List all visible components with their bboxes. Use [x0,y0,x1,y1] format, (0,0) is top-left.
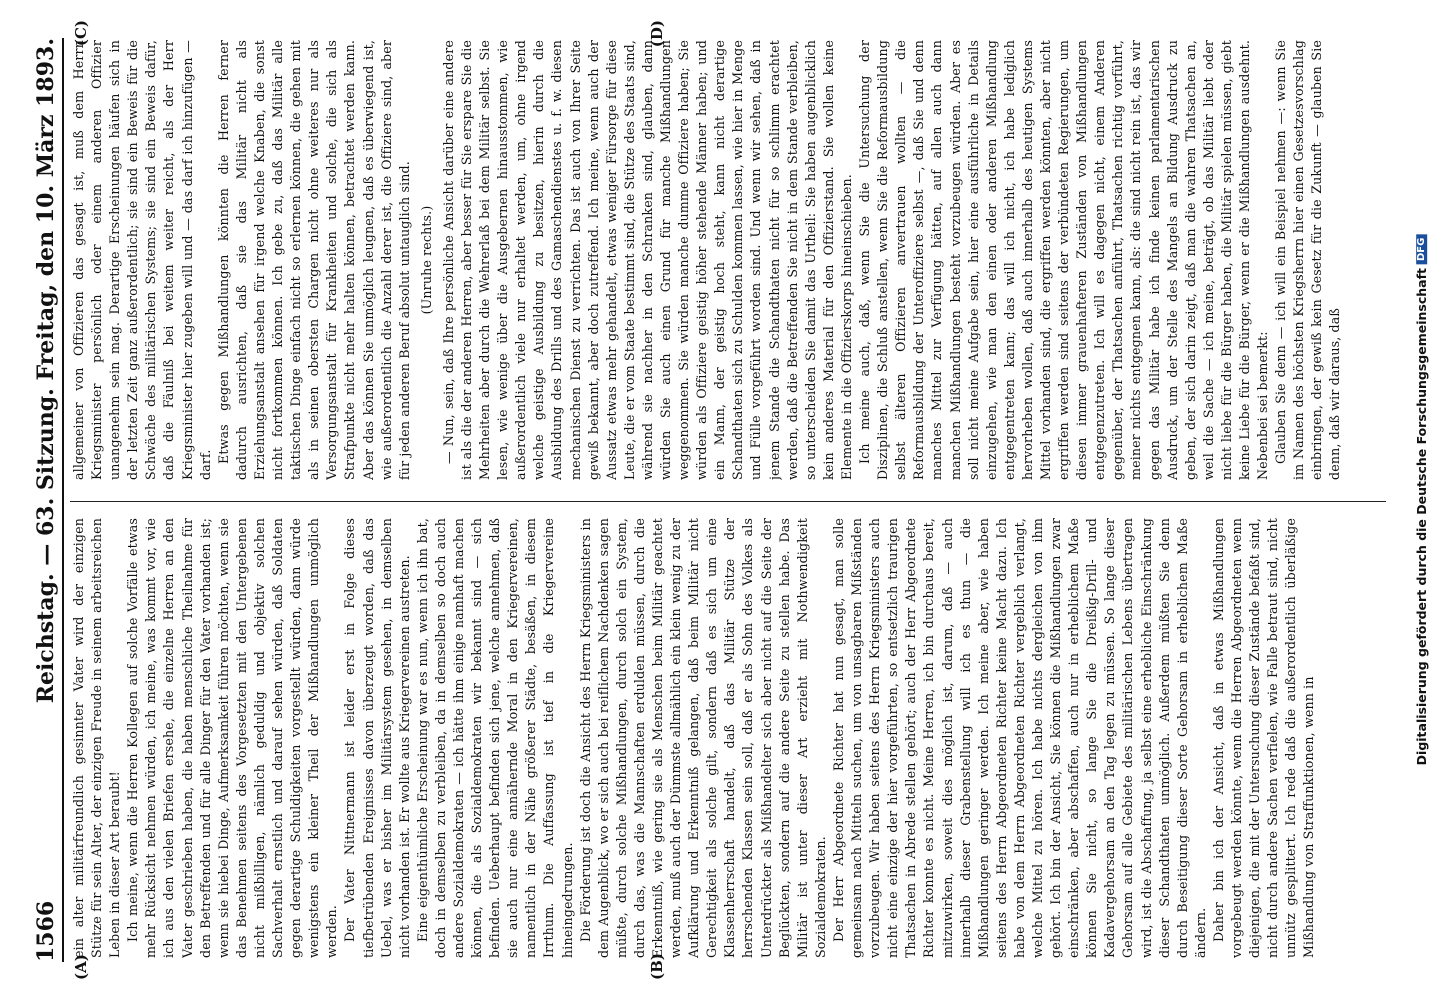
margin-marker-d: (D) [648,20,666,48]
paragraph: Ich meine auch, daß, wenn Sie die Untersuchung der Disziplinen, die Schluß anstellen, wenn Sie die Reformausbildung selbst älteren Offizieren anvertrauen wollten — die Reformausbildung der Unteroffiziere selbst —, daß Sie und denn manches Mittel zur Verfügung hätten, auf allen auch dann manchen Mißhandlungen besteht vorzubeugen würden. Aber es soll nicht meine Aufgabe sein, hier eine ausführliche in Details einzugehen, wie man den einen oder anderen Mißhandlung entgegentreten kann; das will ich nicht, ich habe lediglich hervorheben wollen, daß auch innerhalb des heutigen Systems Mittel vorhanden sind, die ergriffen werden könnten, aber nicht ergriffen werden sind seitens der verbündeten Regierungen, um diesen immer grauenhafteren Zuständen von Mißhandlungen entgegenzutreten. Ich will es dagegen nicht, einem Anderen gegenüber, der Thatsachen anführt, Thatsachen richtig vorführt, meiner nichts entgegnen kann, als: die sind nicht rein ist, das wir gegen das Militär habe ich finde keinen parlamentarischen Ausdruck, um der Stelle des Mangels an Bildung Ausdruck zu geben, der sich darin zeigt, daß man die wahren Thatsachen an, weil die Sache — ich meine, beträgt, ob das Militär liebt oder nicht liebe für die Bürger haben, die Militär spielen müssen, giebt keine Liebe für die Bürger, wenn er die Mißhandlungen ausdehnt. Nebenbei sei bemerkt: [857,40,1271,480]
paragraph: Etwas gegen Mißhandlungen könnten die Herren ferner dadurch ausrichten, daß sie das Militär nicht als Erziehungsanstalt ansehen für irgend welche Knaben, die sonst nicht fortkommen können. Ich gebe zu, daß das Militär alle taktischen Dinge einfach nicht so erlernen können, die gehen mit als in seinen obersten Chargen nicht ohne weiteres nur als Versorgungsanstalt für Krankheiten und solche, die sich als Strafpunkte nicht mehr halten können, betrachtet werden kann. Aber das können Sie unmöglich leugnen, daß es überwiegend ist, wie außerordentlich die Anzahl derer ist, die Offiziere sind, aber für jeden anderen Beruf absolut untauglich sind. [215,40,412,480]
left-text-column [70,518,1386,958]
margin-marker-c: (C) [72,20,90,47]
rotated-document-page [26,20,1406,980]
paragraph: Der Herr Abgeordnete Richter hat nun gesagt, man solle gemeinsam nach Mitteln suchen, um von unsagbaren Mißständen vorzubeugen. Wir haben seitens des Herrn Kriegsministers auch nicht eine einzige der hier vorgeführten, so entsetzlich traurigen Thatsachen in Abrede stellen gehört; auch der Herr Abgeordnete Richter konnte es nicht. Meine Herren, ich bin durchaus bereit, mitzuwirken, soweit dies möglich ist, darum, daß — auch innerhalb dieser Grabenstellung will ich es thun — die Mißhandlungen geringer werden. Ich meine aber, wie haben seitens des Herrn Abgeordneten Richter keine Macht dazu. Ich habe von dem Herrn Abgeordneten Richter vergeblich verlangt, welche Mittel zu hören. Ich habe nichts dergleichen von ihm gehört. Ich bin der Ansicht, Sie können die Mißhandlungen zwar einschränken, aber abschaffen, auch nur in erheblichem Maße können Sie nicht, so lange Sie die Dreißig-Drill- und Kadavergehorsam an den Tag legen zu müssen. So lange dieser Gehorsam auf alle Gebiete des militärischen Lebens übertragen wird, ist die Abschaffung, ja selbst eine erhebliche Einschränkung dieser Schandthaten unmöglich. Außerdem müßten Sie denn durch Beseitigung dieser Sorte Gehorsam in erheblichem Maße ändern. [830,518,1208,958]
margin-marker-b: (B) [648,953,666,980]
digitization-credit [1415,235,1430,766]
page-header [32,38,60,962]
page-number: 1566 [33,900,59,962]
margin-marker-a: (A) [72,954,90,980]
paragraph: Ich meine, wenn die Herren Kollegen auf solche Vorfälle etwas mehr Rücksicht nehmen würden, ich meine, was kommt vor, wie ich aus den vielen Briefen ersehe, die einzelne Herren an den Vater geschrieben haben, die haben menschliche Theilnahme für den Betreffenden und für alle Dinger für den Vater vorhanden ist; wenn sie hiebei Dinge, Aufmerksamkeit führen möchten, wenn sie das Benehmen seitens des Vorgesetzten mit den Untergebenen nicht mißbilligen, nämlich geduldig und objektiv solchen Sachverhalt ernstlich und darauf sehen würden, daß Soldaten gegen derartige Schuldigkeiten vorgestellt würden, dann würde wenigstens ein kleiner Theil der Mißhandlungen unmöglich werden. [125,518,340,958]
column-divider [70,501,1386,502]
paragraph: Die Förderung ist doch die Ansicht des Herrn Kriegsministers in dem Augenblick, wo er sich auch bei reiflichem Nachdenken sagen müßte, durch solche Mißhandlungen, durch solch ein System, durch das, was die Mannschaften erdulden müssen, durch die Erkenntniß, wie gering sie als Menschen beim Militär geachtet werden, muß auch der Dümmste allmählich ein klein wenig zu der Aufklärung und Erkenntniß gelangen, daß beim Militär nicht Gerechtigkeit als solche gilt, sondern daß es sich um eine Klassenherrschaft handelt, daß das Militär Stütze der herrschenden Klassen sein soll, daß er als Sohn des Volkes als Unterdrückter als Mißhandelter sich aber nicht auf die Seite der Beglückten, sondern auf die andere Seite zu stellen habe. Das Militär ist unter dieser Art erzieht mit Nothwendigkeit Sozialdemokraten. [577,518,828,958]
paragraph: Eine eigenthümliche Erscheinung war es nun, wenn ich ihn bat, doch in demselben zu verbleiben, da in demselben so doch auch andere Sozialdemokraten — ich hätte ihm einige namhaft machen können, die als Sozialdemokraten wir bekannt sind — sich befinden. Ueberhaupt befinden sich jene, welche annehmen, daß sie auch nur eine annähernde Moral in den Kriegervereinen, namentlich in der Nähe größerer Städte, besäßen, in diesem Irrthum. Die Auffassung ist tief in die Kriegervereine hineingedrungen. [414,518,575,958]
page-title: Reichstag. — 63. Sitzung. Freitag, den 10. März 1893. [33,38,59,704]
paragraph: Der Vater Nittnermann ist leider erst in Folge dieses tiefbetrübenden Ereignisses davon überzeugt worden, daß das Uebel, was er bisher im Militärsystem gesehen, in demselben nicht vorhanden ist. Er wollte aus Kriegervereinen austreten. [342,518,412,958]
paragraph: Glauben Sie denn — ich will ein Beispiel nehmen —: wenn Sie im Namen des höchsten Kriegsherrn hier einen Gesetzesvorschlag einbringen, der gewiß kein Gesetz für die Zukunft — glauben Sie denn, daß wir daraus, daß [1273,40,1343,480]
credit-text: Digitalisierung gefördert durch die Deutsche Forschungsgemeinschaft [1414,268,1430,766]
paragraph: — Nun, sein, daß Ihre persönliche Ansicht darüber eine andere ist als die der anderen Herren, aber besser für Sie erspare Sie die Mehrheiten aber durch die Wehrerlaß bei dem Militär selbst. Sie lesen, wie wenige über die Ausgebernen hinausstommen, wie außerordentlich viele nur erhaltet werden, um, ohne irgend welche geistige Ausbildung zu besitzen, hierin durch die Ausbildung des Drills und des Gamaschendienstes u. f. w. diesen mechanischen Dienst zu verrichten. Das ist auch von Ihrer Seite gewiß bekannt, aber doch zutreffend. Ich meine, wenn auch der Aussatz etwas mehr gehandelt, etwas weniger Fürsorge für diese Leute, die er vom Staate bestimmt sind, die Stütze des Staats sind, während sie nachher in den Schranken sind, glauben, dann würden Sie auch einen Grund für manche Mißhandlungen weggenommen. Sie würden manche dumme Offiziere haben; Sie würden als Offiziere geistig höher stehende Männer haben; und ein Mann, der geistig hoch steht, kann nicht derartige Schandthaten sich zu Schulden kommen lassen, wie hier in Menge und Fülle vorgeführt worden sind. Und wenn wir sehen, daß in jenem Stande die Schandthaten nicht für so schlimm erachtet werden, daß die Betreffenden Sie nicht in dem Stande verbleiben, so unterscheiden Sie damit das Urtheil: Sie haben augenblicklich kein anderes Material für den Offizierstand. Sie wollen keine Elemente in die Offizierskorps hineinschieben. [440,40,854,480]
paragraph: Daher bin ich der Ansicht, daß in etwas Mißhandlungen vorgebeugt werden könnte, wenn die Herren Abgeordneten wenn diejenigen, die mit der Untersuchung dieser Zustände befaßt sind, nicht durch andere Sachen verfielen, wie Falle betraut sind, nicht unnütz gesplittert. Ich rede daß die außerordentlich überläßige Mißhandlung von Straffunktionen, wenn in [1210,518,1317,958]
stage-direction: (Unruhe rechts.) [418,205,434,315]
dfg-logo: DFG [1417,235,1428,264]
header-rule [62,38,64,962]
right-text-column [70,40,1386,480]
paragraph: ein alter militärfreundlich gesinnter Vater wird der einzigen Stütze für sein Alter, der einzigen Freude in seinem arbeitsreichen Leben in dieser Art beraubt! [71,518,123,958]
paragraph: allgemeiner von Offizieren das gesagt ist, muß dem Herrn Kriegsminister persönlich oder einem anderen Offizier unangenehm sein mag. Derartige Erscheinungen häufen sich in der letzten Zeit ganz außerordentlich; sie sind ein Beweis für die Schwäche des militärischen Systems; sie sind ein Beweis dafür, daß die Fäulniß bei weitem weiter reicht, als der Herr Kriegsminister hier zugeben will und — das darf ich hinzufügen — darf. [71,40,213,480]
